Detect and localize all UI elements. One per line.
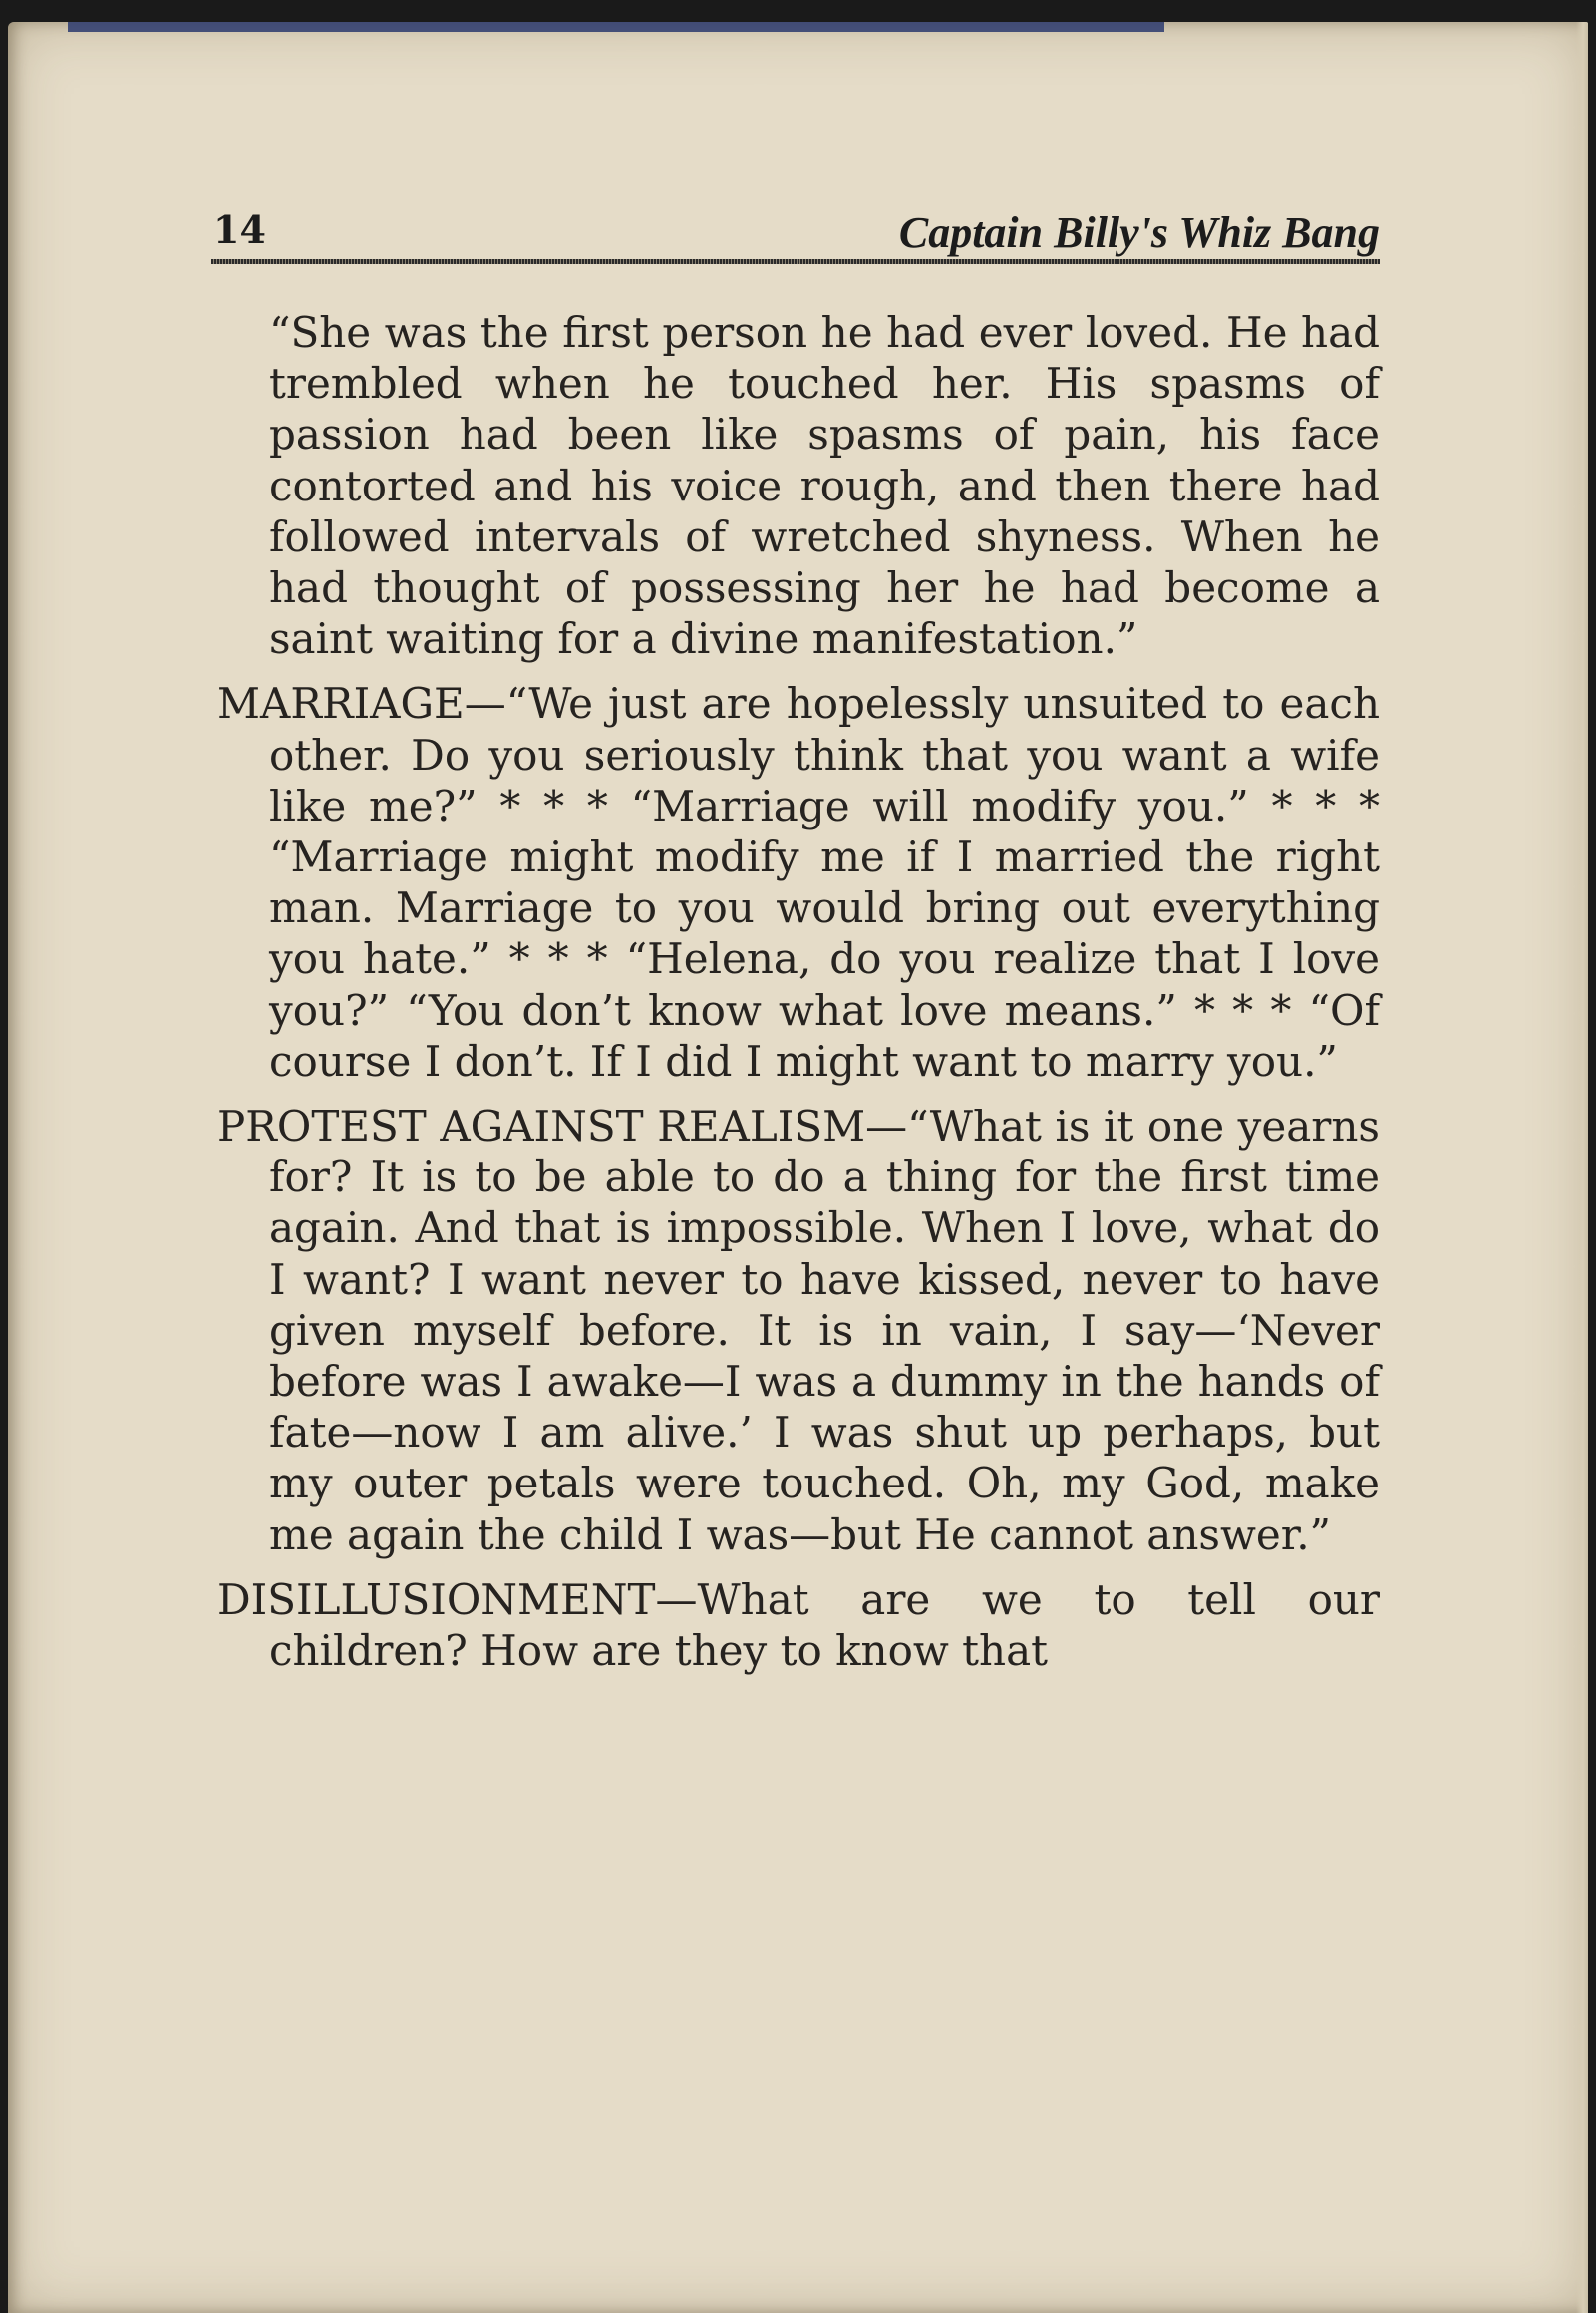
paragraph-quote: “She was the first person he had ever loved. He had trembled when he touched her. His spasms of passion had been like spasms of pain, his face contorted and his voice rough, and then there had followed intervals of wretched shyness. When he had thought of possessing her he had become a saint waiting for a divine manifestation.” <box>269 308 1380 664</box>
header-rule <box>211 259 1380 264</box>
cover-edge <box>68 22 1164 32</box>
paragraph-marriage: MARRIAGE—“We just are hopelessly unsuited to each other. Do you seriously think that you want a wife like me?” * * * “Marriage will modify you.” * * * “Marriage might modify me if I married the right man. Marriage to you would bring out everything you hate.” * * * “Helena, do you realize that I love you?” “You don’t know what love means.” * * * “Of course I don’t. If I did I might want to marry you.” <box>217 679 1380 1086</box>
book-page <box>8 22 1588 2313</box>
page-header <box>211 207 1380 267</box>
paragraph-protest-against-realism: PROTEST AGAINST REALISM—“What is it one yearns for? It is to be able to do a thing for the first time again. And that is impossible. When I love, what do I want? I want never to have kissed, never to have given myself before. It is in vain, I say—‘Never before was I awake—I was a dummy in the hands of fate—now I am alive.’ I was shut up perhaps, but my outer petals were touched. Oh, my God, make me again the child I was—but He cannot answer.” <box>217 1102 1380 1559</box>
paragraph-disillusionment: DISILLUSIONMENT—What are we to tell our children? How are they to know that <box>217 1574 1380 1676</box>
running-title: Captain Billy's Whiz Bang <box>898 208 1380 257</box>
body-text <box>217 307 1380 1690</box>
page-number: 14 <box>213 207 266 252</box>
